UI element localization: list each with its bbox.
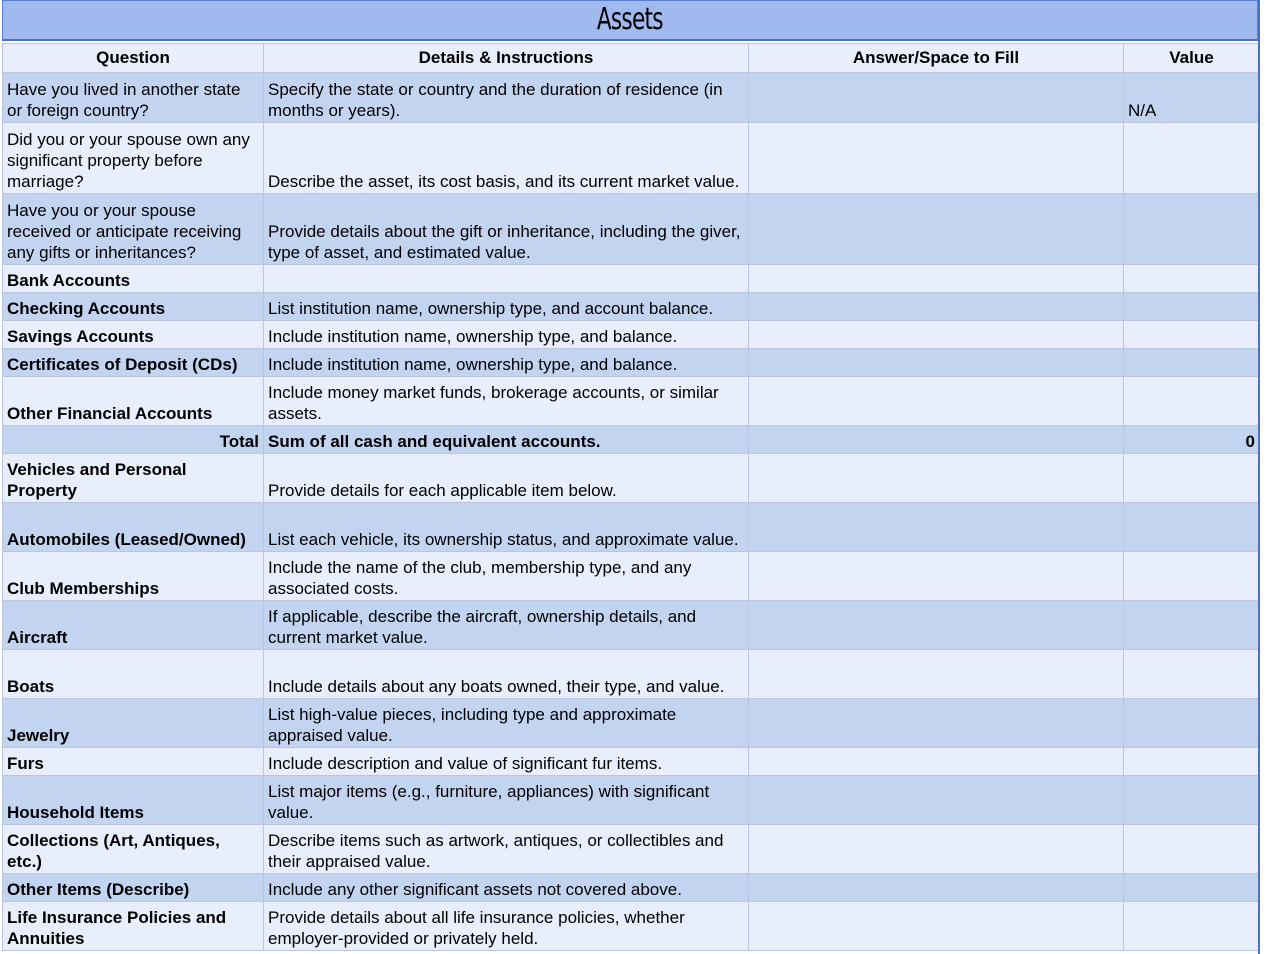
question-cell[interactable]: Vehicles and Personal Property: [3, 454, 264, 503]
value-cell[interactable]: [1124, 503, 1260, 552]
value-cell[interactable]: [1124, 194, 1260, 265]
value-cell[interactable]: [1124, 601, 1260, 650]
header-details[interactable]: Details & Instructions: [264, 44, 749, 73]
table-row: [3, 776, 1260, 825]
details-cell[interactable]: Include any other significant assets not covered above.: [264, 874, 749, 902]
question-cell[interactable]: Life Insurance Policies and Annuities: [3, 902, 264, 951]
table-row: [3, 377, 1260, 426]
table-row: [3, 503, 1260, 552]
answer-cell[interactable]: [749, 293, 1124, 321]
table-row: [3, 321, 1260, 349]
answer-cell[interactable]: [749, 825, 1124, 874]
value-cell[interactable]: [1124, 650, 1260, 699]
value-cell[interactable]: 0: [1124, 426, 1260, 454]
value-cell[interactable]: [1124, 552, 1260, 601]
header-question[interactable]: Question: [3, 44, 264, 73]
answer-cell[interactable]: [749, 377, 1124, 426]
details-cell[interactable]: If applicable, describe the aircraft, ownership details, and current market value.: [264, 601, 749, 650]
value-cell[interactable]: [1124, 902, 1260, 951]
header-answer[interactable]: Answer/Space to Fill: [749, 44, 1124, 73]
answer-cell[interactable]: [749, 265, 1124, 293]
question-cell[interactable]: Other Financial Accounts: [3, 377, 264, 426]
details-cell[interactable]: Include the name of the club, membership type, and any associated costs.: [264, 552, 749, 601]
value-cell[interactable]: [1124, 776, 1260, 825]
question-cell[interactable]: Household Items: [3, 776, 264, 825]
answer-cell[interactable]: [749, 552, 1124, 601]
table-row: [3, 73, 1260, 123]
value-cell[interactable]: [1124, 123, 1260, 194]
question-cell[interactable]: Automobiles (Leased/Owned): [3, 503, 264, 552]
details-cell[interactable]: List high-value pieces, including type and approximate appraised value.: [264, 699, 749, 748]
details-cell[interactable]: Provide details about the gift or inheritance, including the giver, type of asset, and estimated value.: [264, 194, 749, 265]
table-row: [3, 123, 1260, 194]
details-cell[interactable]: Include details about any boats owned, their type, and value.: [264, 650, 749, 699]
details-cell[interactable]: Include institution name, ownership type, and balance.: [264, 321, 749, 349]
answer-cell[interactable]: [749, 321, 1124, 349]
question-cell[interactable]: Checking Accounts: [3, 293, 264, 321]
answer-cell[interactable]: [749, 426, 1124, 454]
details-cell[interactable]: List major items (e.g., furniture, appliances) with significant value.: [264, 776, 749, 825]
value-cell[interactable]: [1124, 321, 1260, 349]
answer-cell[interactable]: [749, 748, 1124, 776]
table-row: [3, 552, 1260, 601]
sheet-title-text: Assets: [597, 2, 663, 37]
question-cell[interactable]: Collections (Art, Antiques, etc.): [3, 825, 264, 874]
question-cell[interactable]: Boats: [3, 650, 264, 699]
table-row: [3, 293, 1260, 321]
header-row: [3, 44, 1260, 73]
question-cell[interactable]: Did you or your spouse own any significant property before marriage?: [3, 123, 264, 194]
answer-cell[interactable]: [749, 123, 1124, 194]
value-cell[interactable]: [1124, 293, 1260, 321]
question-cell[interactable]: Other Items (Describe): [3, 874, 264, 902]
table-row: [3, 874, 1260, 902]
value-cell[interactable]: N/A: [1124, 73, 1260, 123]
details-cell[interactable]: [264, 265, 749, 293]
details-cell[interactable]: Provide details for each applicable item below.: [264, 454, 749, 503]
table-row: [3, 601, 1260, 650]
value-cell[interactable]: [1124, 825, 1260, 874]
details-cell[interactable]: Sum of all cash and equivalent accounts.: [264, 426, 749, 454]
answer-cell[interactable]: [749, 650, 1124, 699]
question-cell[interactable]: Have you or your spouse received or anticipate receiving any gifts or inheritances?: [3, 194, 264, 265]
sheet-title[interactable]: [2, 0, 1258, 41]
value-cell[interactable]: [1124, 377, 1260, 426]
value-cell[interactable]: [1124, 349, 1260, 377]
answer-cell[interactable]: [749, 601, 1124, 650]
question-cell[interactable]: Club Memberships: [3, 552, 264, 601]
question-cell[interactable]: Have you lived in another state or foreign country?: [3, 73, 264, 123]
answer-cell[interactable]: [749, 73, 1124, 123]
details-cell[interactable]: List each vehicle, its ownership status, and approximate value.: [264, 503, 749, 552]
question-cell[interactable]: Bank Accounts: [3, 265, 264, 293]
value-cell[interactable]: [1124, 454, 1260, 503]
table-row: [3, 825, 1260, 874]
question-cell[interactable]: Aircraft: [3, 601, 264, 650]
answer-cell[interactable]: [749, 874, 1124, 902]
answer-cell[interactable]: [749, 349, 1124, 377]
answer-cell[interactable]: [749, 776, 1124, 825]
table-row: [3, 454, 1260, 503]
answer-cell[interactable]: [749, 454, 1124, 503]
details-cell[interactable]: Describe the asset, its cost basis, and its current market value.: [264, 123, 749, 194]
table-row: [3, 349, 1260, 377]
question-cell[interactable]: Savings Accounts: [3, 321, 264, 349]
details-cell[interactable]: Include description and value of significant fur items.: [264, 748, 749, 776]
details-cell[interactable]: Include institution name, ownership type, and balance.: [264, 349, 749, 377]
question-cell[interactable]: Certificates of Deposit (CDs): [3, 349, 264, 377]
value-cell[interactable]: [1124, 874, 1260, 902]
assets-table: [2, 43, 1260, 951]
value-cell[interactable]: [1124, 699, 1260, 748]
table-row: [3, 699, 1260, 748]
details-cell[interactable]: Describe items such as artwork, antiques, or collectibles and their appraised value.: [264, 825, 749, 874]
header-value[interactable]: Value: [1124, 44, 1260, 73]
table-row: [3, 650, 1260, 699]
table-row: [3, 748, 1260, 776]
answer-cell[interactable]: [749, 902, 1124, 951]
selection-border: [1258, 0, 1260, 954]
table-row: [3, 902, 1260, 951]
value-cell[interactable]: [1124, 748, 1260, 776]
table-row: [3, 265, 1260, 293]
details-cell[interactable]: List institution name, ownership type, and account balance.: [264, 293, 749, 321]
answer-cell[interactable]: [749, 194, 1124, 265]
answer-cell[interactable]: [749, 503, 1124, 552]
details-cell[interactable]: Specify the state or country and the duration of residence (in months or years).: [264, 73, 749, 123]
table-row: [3, 426, 1260, 454]
question-cell[interactable]: Total: [3, 426, 264, 454]
value-cell[interactable]: [1124, 265, 1260, 293]
details-cell[interactable]: Include money market funds, brokerage accounts, or similar assets.: [264, 377, 749, 426]
table-row: [3, 194, 1260, 265]
question-cell[interactable]: Furs: [3, 748, 264, 776]
question-cell[interactable]: Jewelry: [3, 699, 264, 748]
details-cell[interactable]: Provide details about all life insurance policies, whether employer-provided or privately held.: [264, 902, 749, 951]
answer-cell[interactable]: [749, 699, 1124, 748]
